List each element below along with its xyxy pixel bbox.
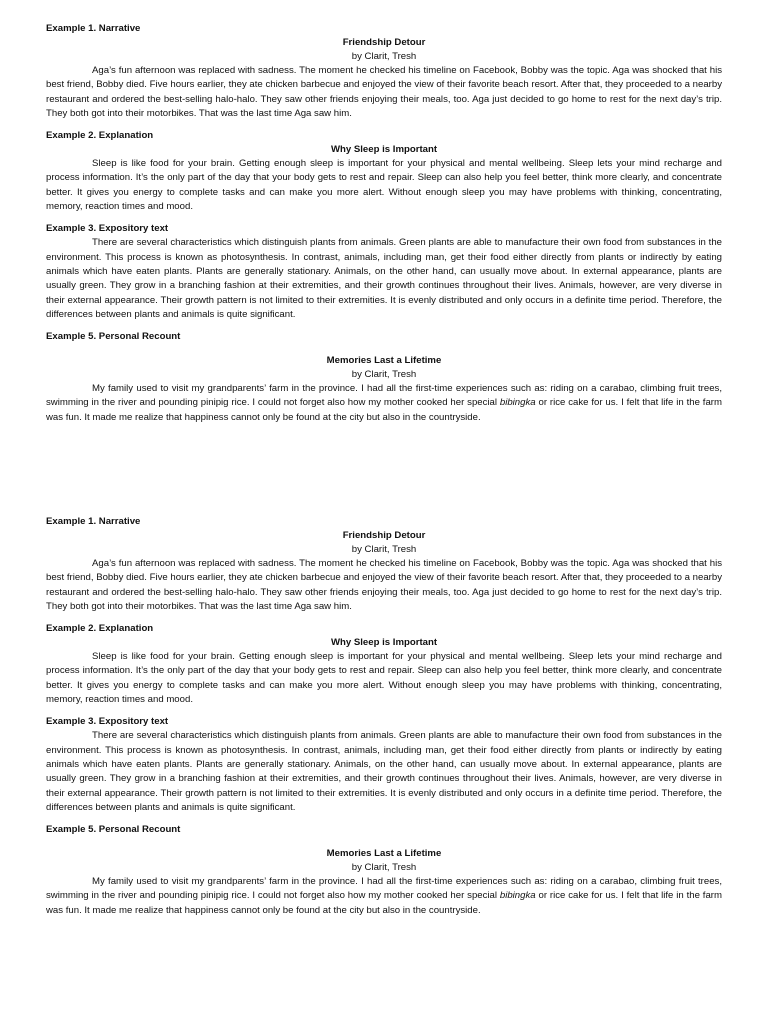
section-heading: Example 5. Personal Recount: [46, 824, 181, 836]
paragraph: [46, 875, 722, 918]
story-author: by Clarit, Tresh: [351, 862, 417, 874]
paragraph-text-2: or rice cake for us. I felt that life in the farm was fun. It made me realize that happiness cannot only be found at the city but also in the countryside.: [46, 397, 722, 423]
section-heading: Example 1. Narrative: [46, 516, 141, 527]
section-heading: Example 2. Explanation: [46, 623, 154, 635]
story-author: by Clarit, Tresh: [351, 369, 417, 381]
story-title: Memories Last a Lifetime: [326, 848, 442, 860]
narrative-section: [46, 22, 722, 121]
paragraph: [46, 382, 722, 425]
story-title: Why Sleep is Important: [330, 637, 438, 649]
paragraph-text-1: My family used to visit my grandparents’ farm in the province. I had all the first-time experiences such as: riding on a carabao, climbing fruit trees, swimming in the river and pounding pinipig rice. I could not forget also how my mother cooked her special: [46, 383, 722, 409]
section-heading: Example 3. Expository text: [46, 716, 169, 728]
explanation-section: [46, 622, 722, 707]
section-heading: Example 5. Personal Recount: [46, 331, 181, 343]
explanation-section: [46, 129, 722, 214]
section-heading: Example 1. Narrative: [46, 23, 141, 34]
document-copy-1: [46, 22, 722, 433]
recount-section: [46, 823, 722, 918]
story-title: Friendship Detour: [342, 37, 426, 48]
paragraph: Aga’s fun afternoon was replaced with sadness. The moment he checked his timeline on Facebook, Bobby was the topic. Aga was shocked that his best friend, Bobby died. Five hours earlier, they ate chicken barbecue and enjoyed the view of their favorite beach resort. After that, they proceeded to a nearby restaurant and ordered the best-selling halo-halo. They saw other friends enjoying their meals, too. Aga just decided to go home to rest for the next day’s trip. They both got into their motorbikes. That was the last time Aga saw him.: [46, 65, 722, 119]
paragraph-text-1: My family used to visit my grandparents’ farm in the province. I had all the first-time experiences such as: riding on a carabao, climbing fruit trees, swimming in the river and pounding pinipig rice. I could not forget also how my mother cooked her special: [46, 876, 722, 902]
story-title: Friendship Detour: [342, 530, 426, 541]
paragraph-text-2: or rice cake for us. I felt that life in the farm was fun. It made me realize that happiness cannot only be found at the city but also in the countryside.: [46, 890, 722, 916]
paragraph: Aga’s fun afternoon was replaced with sadness. The moment he checked his timeline on Facebook, Bobby was the topic. Aga was shocked that his best friend, Bobby died. Five hours earlier, they ate chicken barbecue and enjoyed the view of their favorite beach resort. After that, they proceeded to a nearby restaurant and ordered the best-selling halo-halo. They saw other friends enjoying their meals, too. Aga just decided to go home to rest for the next day’s trip. They both got into their motorbikes. That was the last time Aga saw him.: [46, 558, 722, 612]
paragraph: Sleep is like food for your brain. Getting enough sleep is important for your physical and mental wellbeing. Sleep lets your mind recharge and process information. It’s the only part of the day that your body gets to rest and repair. Sleep can also help you feel better, think more clearly, and concentrate better. It gives you energy to complete tasks and can make you more alert. Without enough sleep you may have problems with thinking, concentrating, memory, reaction times and mood.: [46, 651, 722, 706]
expository-section: [46, 222, 722, 322]
recount-section: [46, 330, 722, 425]
narrative-section: [46, 515, 722, 614]
expository-section: [46, 715, 722, 815]
story-author: by Clarit, Tresh: [351, 544, 417, 555]
paragraph: There are several characteristics which distinguish plants from animals. Green plants are able to manufacture their own food from substances in the environment. This process is known as photosynthesis. In contrast, animals, including man, get their food either directly from plants or indirectly by eating animals which have eaten plants. Plants are generally stationary. Animals, on the other hand, can usually move about. In external appearance, plants are usually green. They grow in a branching fashion at their extremities, and their growth continues throughout their lives. Animals, however, are very diverse in their external appearance. Their growth pattern is not limited to their extremities. It is evenly distributed and only occurs in a definite time period. Therefore, the differences between plants and animals is quite significant.: [46, 730, 722, 813]
section-heading: Example 2. Explanation: [46, 130, 154, 142]
story-title: Memories Last a Lifetime: [326, 355, 442, 367]
story-author: by Clarit, Tresh: [351, 51, 417, 62]
story-title: Why Sleep is Important: [330, 144, 438, 156]
paragraph: Sleep is like food for your brain. Getting enough sleep is important for your physical and mental wellbeing. Sleep lets your mind recharge and process information. It’s the only part of the day that your body gets to rest and repair. Sleep can also help you feel better, think more clearly, and concentrate better. It gives you energy to complete tasks and can make you more alert. Without enough sleep you may have problems with thinking, concentrating, memory, reaction times and mood.: [46, 158, 722, 213]
italic-term: bibingka: [499, 890, 536, 902]
document-copy-2: [46, 515, 722, 926]
paragraph: There are several characteristics which distinguish plants from animals. Green plants are able to manufacture their own food from substances in the environment. This process is known as photosynthesis. In contrast, animals, including man, get their food either directly from plants or indirectly by eating animals which have eaten plants. Plants are generally stationary. Animals, on the other hand, can usually move about. In external appearance, plants are usually green. They grow in a branching fashion at their extremities, and their growth continues throughout their lives. Animals, however, are very diverse in their external appearance. Their growth pattern is not limited to their extremities. It is evenly distributed and only occurs in a definite time period. Therefore, the differences between plants and animals is quite significant.: [46, 237, 722, 320]
section-heading: Example 3. Expository text: [46, 223, 169, 235]
italic-term: bibingka: [499, 397, 536, 409]
